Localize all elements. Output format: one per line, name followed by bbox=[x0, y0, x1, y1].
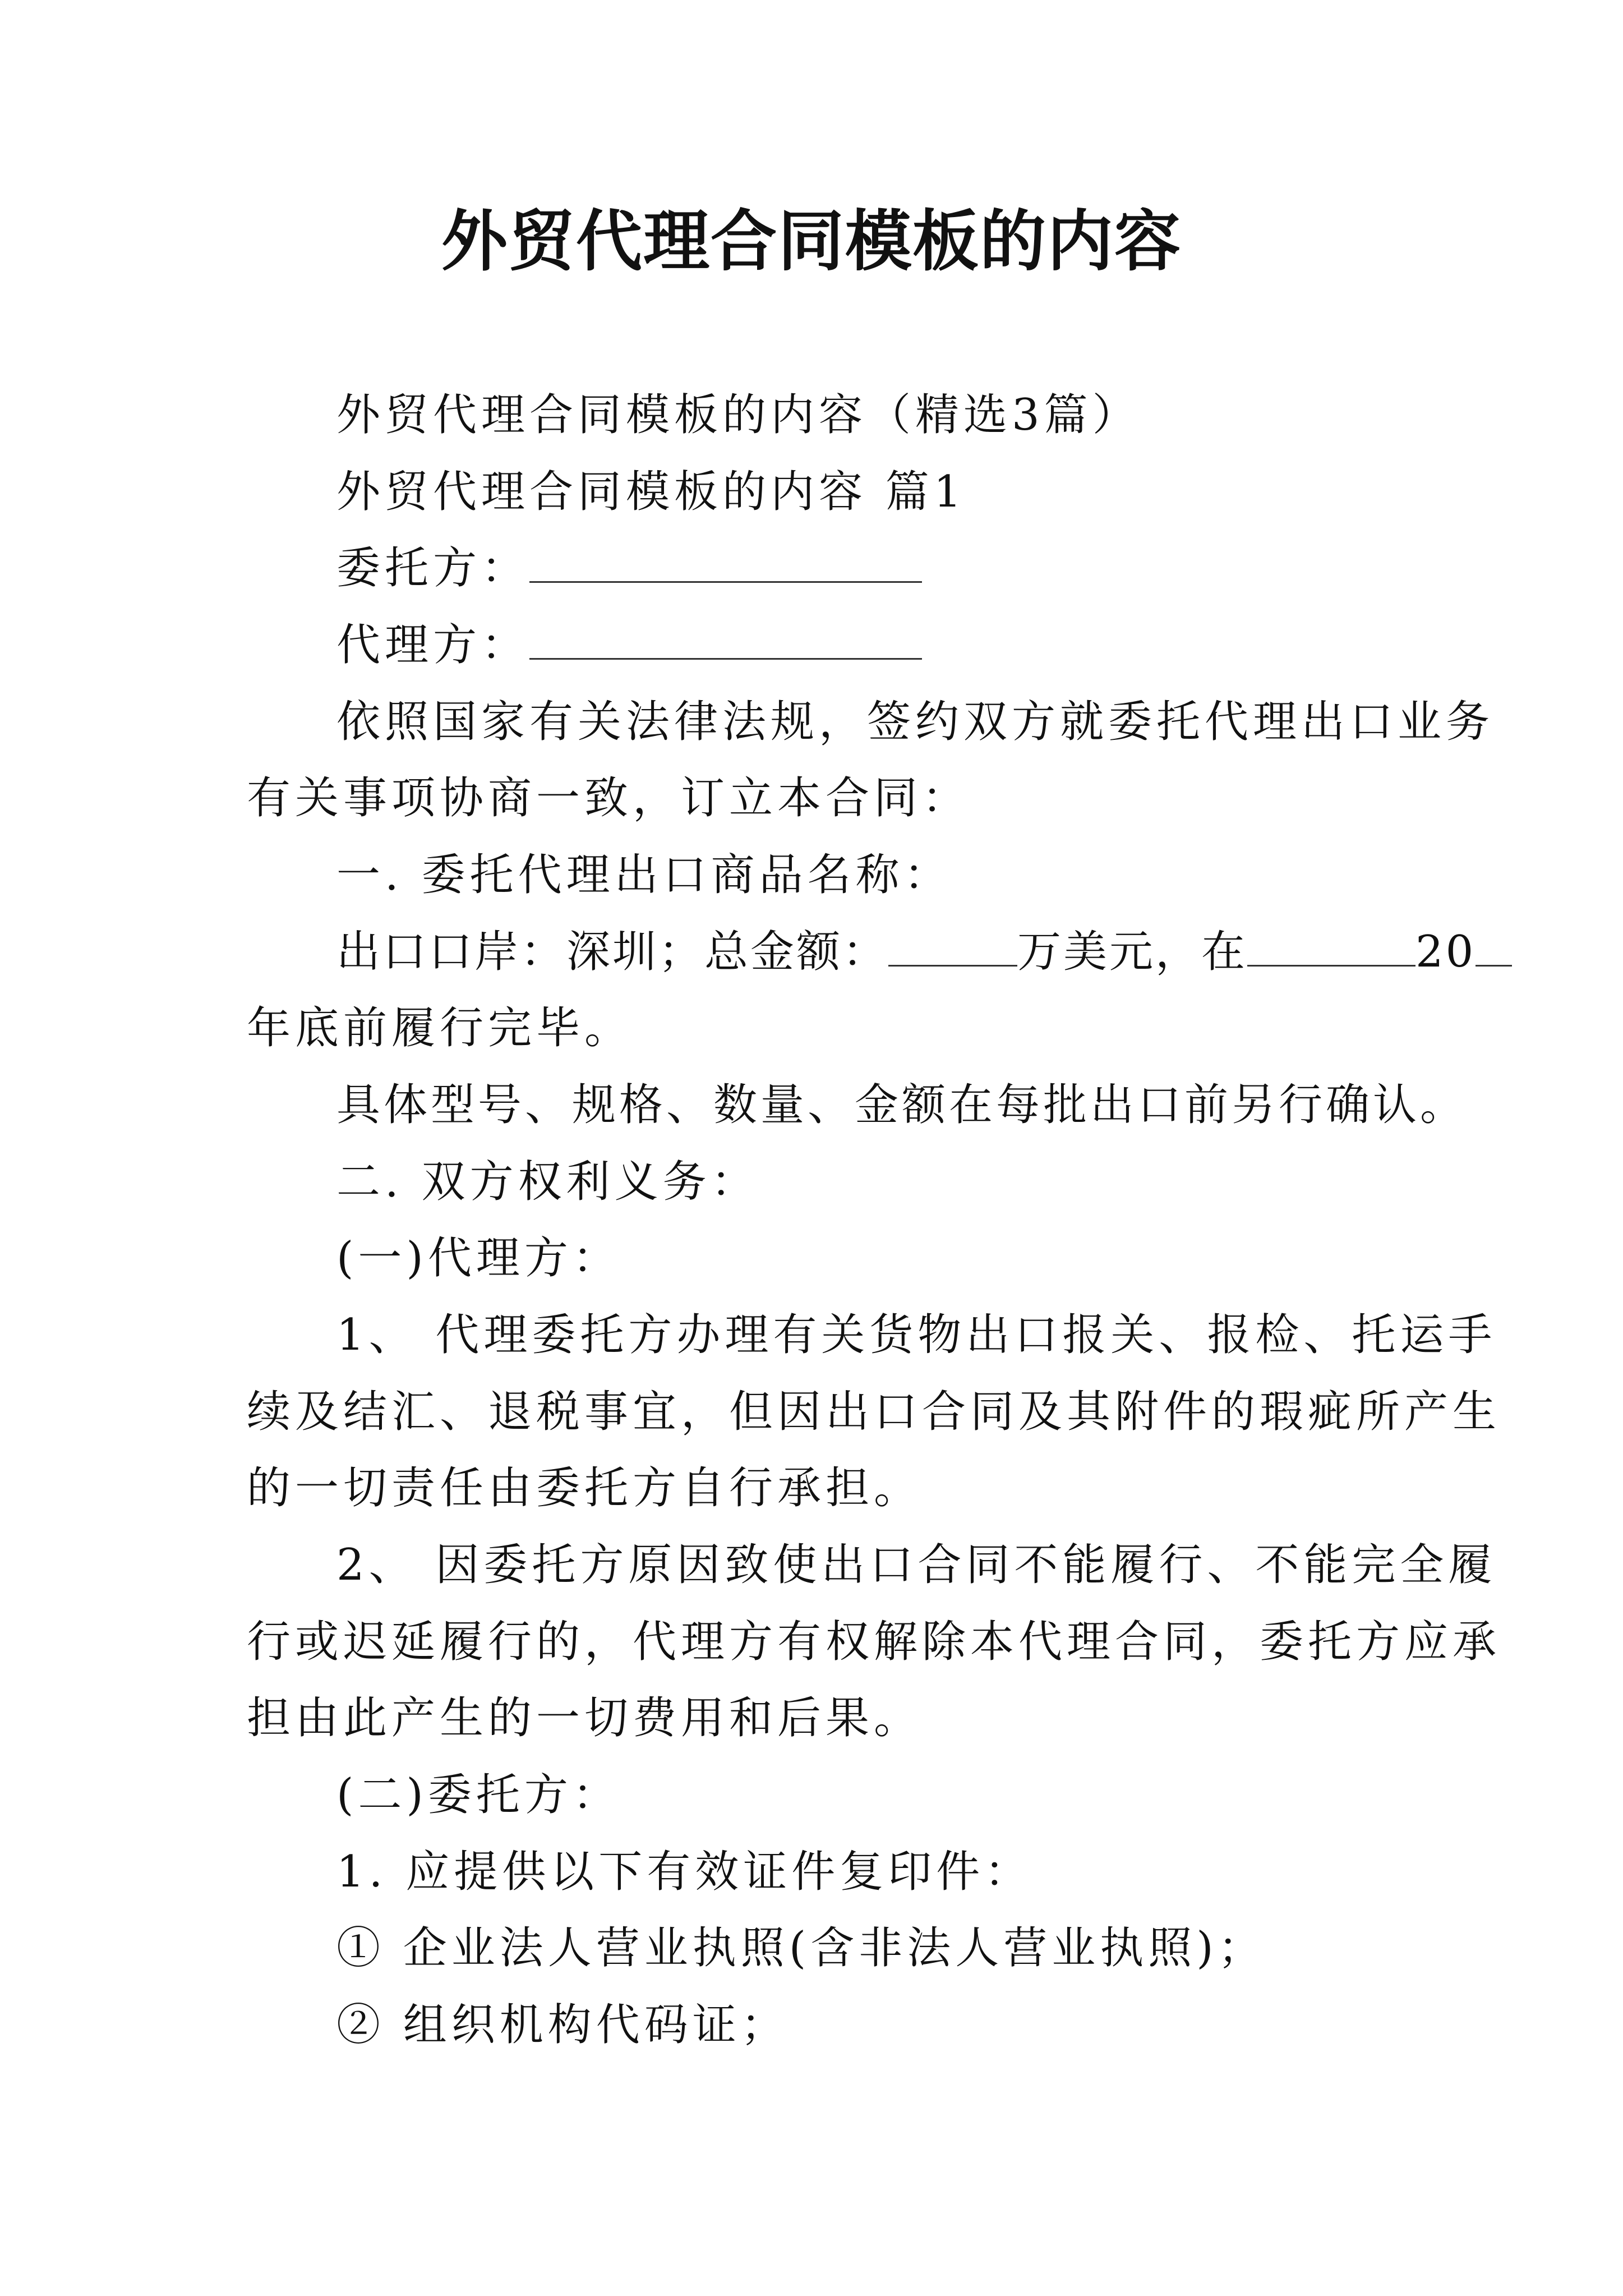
agent-line bbox=[336, 614, 922, 676]
item1-line-3: 的一切责任由委托方自行承担。 bbox=[247, 1463, 923, 1513]
principal-blank bbox=[529, 547, 922, 583]
item2-line-1: 2、 因委托方原因致使出口合同不能履行、不能完全履 bbox=[336, 1540, 1497, 1590]
agent-sub-heading: (一)代理方： bbox=[336, 1233, 621, 1283]
principal-label: 委托方： bbox=[336, 543, 530, 593]
principal-sub-heading: (二)委托方： bbox=[336, 1770, 621, 1820]
specs-line: 具体型号、规格、数量、金额在每批出口前另行确认。 bbox=[336, 1080, 1468, 1130]
item1-line-1: 1、 代理委托方办理有关货物出口报关、报检、托运手 bbox=[336, 1310, 1497, 1360]
clause2-heading: 二. 双方权利义务： bbox=[336, 1157, 759, 1207]
principal-line bbox=[336, 537, 922, 599]
item2-line-3: 担由此产生的一切费用和后果。 bbox=[247, 1693, 923, 1743]
doc-item-1: ① 企业法人营业执照(含非法人营业执照)； bbox=[336, 1923, 1266, 1973]
agent-label: 代理方： bbox=[336, 620, 530, 670]
clause1-heading: 一. 委托代理出口商品名称： bbox=[336, 850, 952, 900]
document-title: 外贸代理合同模板的内容 bbox=[441, 202, 1182, 280]
year-blank bbox=[1476, 931, 1512, 967]
item2-line-2: 行或迟延履行的，代理方有权解除本代理合同，委托方应承 bbox=[247, 1617, 1501, 1667]
date-blank bbox=[1247, 931, 1415, 967]
document-subtitle: 外贸代理合同模板的内容（精选3篇） bbox=[336, 390, 1141, 440]
intro-line-1: 依照国家有关法律法规，签约双方就委托代理出口业务 bbox=[336, 697, 1495, 747]
item1-line-2: 续及结汇、退税事宜，但因出口合同及其附件的瑕疵所产生 bbox=[247, 1387, 1501, 1437]
intro-line-2: 有关事项协商一致，订立本合同： bbox=[247, 773, 971, 823]
port-part-3: 20 bbox=[1415, 927, 1476, 977]
docs-heading: 1. 应提供以下有效证件复印件： bbox=[336, 1847, 1033, 1897]
doc-item-2: ② 组织机构代码证； bbox=[336, 2000, 789, 2050]
amount-blank bbox=[888, 931, 1017, 967]
port-part-1: 出口口岸：深圳；总金额： bbox=[336, 927, 889, 977]
port-line bbox=[336, 921, 1512, 983]
port-line-2: 年底前履行完毕。 bbox=[247, 1003, 633, 1053]
section-heading: 外贸代理合同模板的内容 篇1 bbox=[336, 467, 966, 517]
port-part-2: 万美元，在 bbox=[1017, 927, 1248, 977]
agent-blank bbox=[529, 624, 922, 660]
